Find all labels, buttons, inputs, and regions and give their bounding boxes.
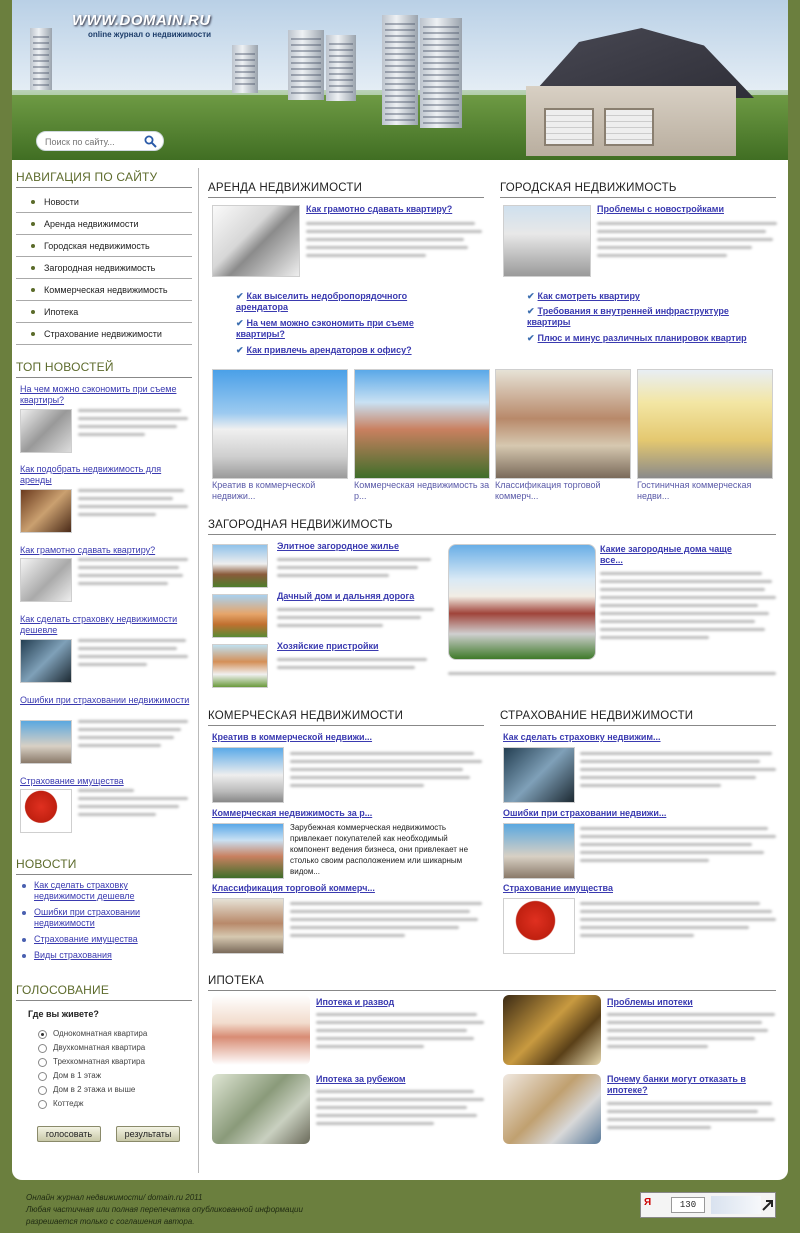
top-news-item [20, 695, 192, 706]
rent-link[interactable]: ✔ На чем можно сэкономить при съеме квартиры? [236, 318, 436, 340]
rent-link[interactable]: ✔ Как выселить недобропорядочного арендатора [236, 291, 436, 313]
insurance-thumb[interactable] [503, 898, 575, 954]
poll-question: Где вы живете? [28, 1009, 99, 1019]
footer-notice: Любая частичная или полная перепечатка опубликованной информации [26, 1205, 303, 1214]
insurance-excerpt [580, 752, 776, 792]
city-feature-link[interactable]: Проблемы с новостройками [597, 204, 725, 214]
insurance-heading: СТРАХОВАНИЕ НЕДВИЖИМОСТИ [500, 710, 776, 726]
country-link[interactable]: Элитное загородное жилье [277, 541, 399, 551]
nav-item-commercial[interactable]: Коммерческая недвижимость [16, 279, 192, 301]
top-news-excerpt [78, 558, 190, 590]
header-tower [326, 35, 356, 101]
nav-heading: НАВИГАЦИЯ ПО САЙТУ [16, 170, 192, 188]
mortgage-image[interactable] [503, 995, 601, 1065]
news-link[interactable]: Ошибки при страховании недвижимости [20, 907, 190, 929]
nav-item-insurance[interactable]: Страхование недвижимости [16, 323, 192, 345]
top-news-thumb[interactable] [20, 409, 72, 453]
commercial-thumb[interactable] [212, 823, 284, 879]
top-news-heading: ТОП НОВОСТЕЙ [16, 360, 192, 378]
insurance-link[interactable]: Ошибки при страховании недвижи... [503, 808, 667, 818]
radio[interactable] [38, 1044, 47, 1053]
header-tower [30, 28, 52, 90]
site-logo[interactable]: WWW.DOMAIN.RU [72, 12, 211, 29]
top-news-item [20, 384, 192, 406]
site-slogan: online журнал о недвижимости [88, 30, 212, 39]
gallery-caption[interactable]: Коммерческая недвижимость за р... [354, 480, 490, 501]
radio[interactable] [38, 1058, 47, 1067]
radio[interactable] [38, 1100, 47, 1109]
insurance-link[interactable]: Страхование имущества [503, 883, 613, 893]
results-button[interactable]: результаты [116, 1126, 180, 1142]
city-heading: ГОРОДСКАЯ НЕДВИЖИМОСТЬ [500, 182, 776, 198]
nav-item-country[interactable]: Загородная недвижимость [16, 257, 192, 279]
gallery-caption[interactable]: Гостиничная коммерческая недви... [637, 480, 752, 501]
country-excerpt [277, 658, 437, 674]
radio[interactable] [38, 1086, 47, 1095]
top-news-thumb[interactable] [20, 558, 72, 602]
commercial-link[interactable]: Классификация торговой коммерч... [212, 883, 375, 893]
search-input[interactable] [45, 135, 137, 148]
city-link[interactable]: ✔ Как смотреть квартиру [527, 291, 767, 302]
news-link[interactable]: Как сделать страховку недвижимости дешевле [20, 880, 190, 902]
gallery-image[interactable] [495, 369, 631, 479]
news-link[interactable]: Страхование имущества [20, 934, 190, 945]
commercial-thumb[interactable] [212, 747, 284, 803]
rent-heading: АРЕНДА НЕДВИЖИМОСТИ [208, 182, 484, 198]
poll-option[interactable] [38, 1097, 147, 1111]
rent-feature-image[interactable] [212, 205, 300, 277]
top-news-link[interactable]: Страхование имущества [20, 776, 124, 786]
nav-item-news[interactable]: Новости [16, 191, 192, 213]
nav-item-mortgage[interactable]: Ипотека [16, 301, 192, 323]
top-news-item [20, 614, 192, 636]
top-news-thumb[interactable] [20, 489, 72, 533]
poll-option-label: Трехкомнатная квартира [53, 1057, 145, 1066]
counter-logo: Я [644, 1197, 652, 1208]
top-news-thumb[interactable] [20, 639, 72, 683]
content-panel [12, 160, 788, 1180]
country-feature-excerpt-tail [448, 672, 776, 680]
news-list [20, 880, 190, 966]
country-thumb[interactable] [212, 594, 268, 638]
top-news-excerpt [78, 720, 190, 752]
poll-option-label: Однокомнатная квартира [53, 1029, 148, 1038]
counter-value: 130 [671, 1197, 705, 1213]
country-link[interactable]: Дачный дом и дальняя дорога [277, 591, 415, 601]
gallery-caption[interactable]: Классификация торговой коммерч... [495, 480, 601, 501]
country-thumb[interactable] [212, 544, 268, 588]
poll-option[interactable] [38, 1055, 147, 1069]
insurance-excerpt [580, 827, 776, 867]
header-tower [288, 30, 324, 100]
top-news-excerpt [78, 789, 190, 821]
rent-link[interactable]: ✔ Как привлечь арендаторов к офису? [236, 345, 446, 356]
top-news-excerpt [78, 409, 190, 441]
gallery-image[interactable] [354, 369, 490, 479]
visitor-counter[interactable] [640, 1192, 776, 1218]
top-news-item [20, 776, 192, 787]
gallery-image[interactable] [212, 369, 348, 479]
mortgage-image[interactable] [212, 995, 310, 1065]
city-feature-excerpt [597, 222, 777, 262]
mortgage-link[interactable]: Проблемы ипотеки [607, 997, 693, 1007]
country-excerpt [277, 558, 437, 582]
footer-notice: разрешается только с соглашения автора. [26, 1217, 195, 1226]
site-header [12, 0, 788, 162]
top-news-thumb[interactable] [20, 720, 72, 764]
commercial-link[interactable]: Коммерческая недвижимость за р... [212, 808, 373, 818]
poll-options [38, 1027, 147, 1111]
insurance-thumb[interactable] [503, 823, 575, 879]
nav-item-city[interactable]: Городская недвижимость [16, 235, 192, 257]
rent-feature-excerpt [306, 222, 482, 262]
top-news-link[interactable]: Как сделать страховку недвижимости дешевле [20, 614, 178, 635]
vote-button[interactable]: голосовать [37, 1126, 101, 1142]
search-box [36, 131, 164, 151]
header-house [504, 8, 754, 148]
header-tower [382, 15, 418, 125]
poll-option[interactable] [38, 1069, 147, 1083]
poll-option-label: Коттедж [53, 1099, 84, 1108]
commercial-thumb[interactable] [212, 898, 284, 954]
news-heading: НОВОСТИ [16, 857, 192, 875]
search-icon[interactable] [144, 135, 157, 148]
country-excerpt [277, 608, 437, 632]
top-news-link[interactable]: На чем можно сэкономить при съеме квартиры? [20, 384, 177, 405]
city-link[interactable]: ✔ Требования к внутренней инфраструктуре квартиры [527, 306, 767, 328]
insurance-excerpt [580, 902, 776, 942]
top-news-item [20, 464, 192, 486]
top-news-link[interactable]: Как подобрать недвижимость для аренды [20, 464, 162, 485]
poll-option-label: Дом в 2 этажа и выше [53, 1085, 136, 1094]
mortgage-excerpt [607, 1102, 775, 1134]
commercial-description: Зарубежная коммерческая недвижимость привлекает покупателей как необходимый компонент ведения бизнеса, они привлекает не столько своим расположением или шикарным видом... [290, 823, 469, 876]
news-link[interactable]: Виды страхования [20, 950, 190, 961]
city-feature-image[interactable] [503, 205, 591, 277]
site-navigation [16, 191, 192, 345]
rent-feature-link[interactable]: Как грамотно сдавать квартиру? [306, 204, 453, 214]
poll-heading: ГОЛОСОВАНИЕ [16, 983, 192, 1001]
country-feature-excerpt [600, 572, 776, 644]
top-news-excerpt [78, 639, 190, 671]
mortgage-heading: ИПОТЕКА [208, 975, 776, 991]
country-link[interactable]: Хозяйские пристройки [277, 641, 379, 651]
poll-option[interactable] [38, 1041, 147, 1055]
mortgage-link[interactable]: Почему банки могут отказать в ипотеке? [607, 1074, 746, 1095]
top-news-link[interactable]: Как грамотно сдавать квартиру? [20, 545, 156, 555]
radio-selected[interactable] [38, 1030, 47, 1039]
commercial-excerpt [290, 752, 482, 792]
top-news-link[interactable]: Ошибки при страховании недвижимости [20, 695, 190, 705]
mortgage-excerpt [316, 1013, 484, 1053]
top-news-item [20, 545, 192, 556]
poll-option[interactable] [38, 1027, 147, 1041]
poll-option[interactable] [38, 1083, 147, 1097]
mortgage-image[interactable] [212, 1074, 310, 1144]
gallery-caption[interactable]: Креатив в коммерческой недвижи... [212, 480, 316, 501]
country-feature-image[interactable] [448, 544, 596, 660]
arrow-icon [761, 1198, 775, 1212]
top-news-thumb[interactable] [20, 789, 72, 833]
header-tower [420, 18, 462, 128]
commercial-link[interactable]: Креатив в коммерческой недвижи... [212, 732, 373, 742]
commercial-excerpt [290, 902, 482, 942]
country-heading: ЗАГОРОДНАЯ НЕДВИЖИМОСТЬ [208, 519, 776, 535]
city-link[interactable]: ✔ Плюс и минус различных планировок квартир [527, 333, 767, 344]
mortgage-link[interactable]: Ипотека и развод [316, 997, 395, 1007]
poll-option-label: Двухкомнатная квартира [53, 1043, 146, 1052]
country-feature-link[interactable]: Какие загородные дома чаще все... [600, 544, 732, 565]
mortgage-excerpt [607, 1013, 775, 1053]
insurance-link[interactable]: Как сделать страховку недвижим... [503, 732, 661, 742]
footer-copyright: Онлайн журнал недвижимости/ domain.ru 2011 [26, 1193, 203, 1202]
mortgage-excerpt [316, 1090, 484, 1130]
header-tower [232, 45, 258, 93]
radio[interactable] [38, 1072, 47, 1081]
nav-item-rent[interactable]: Аренда недвижимости [16, 213, 192, 235]
commercial-heading: КОМЕРЧЕСКАЯ НЕДВИЖИМОСТИ [208, 710, 484, 726]
country-thumb[interactable] [212, 644, 268, 688]
mortgage-image[interactable] [503, 1074, 601, 1144]
gallery-image[interactable] [637, 369, 773, 479]
mortgage-link[interactable]: Ипотека за рубежом [316, 1074, 406, 1084]
insurance-thumb[interactable] [503, 747, 575, 803]
counter-bar [711, 1196, 761, 1214]
poll-option-label: Дом в 1 этаж [53, 1071, 102, 1080]
column-divider [198, 168, 199, 1173]
top-news-excerpt [78, 489, 190, 521]
